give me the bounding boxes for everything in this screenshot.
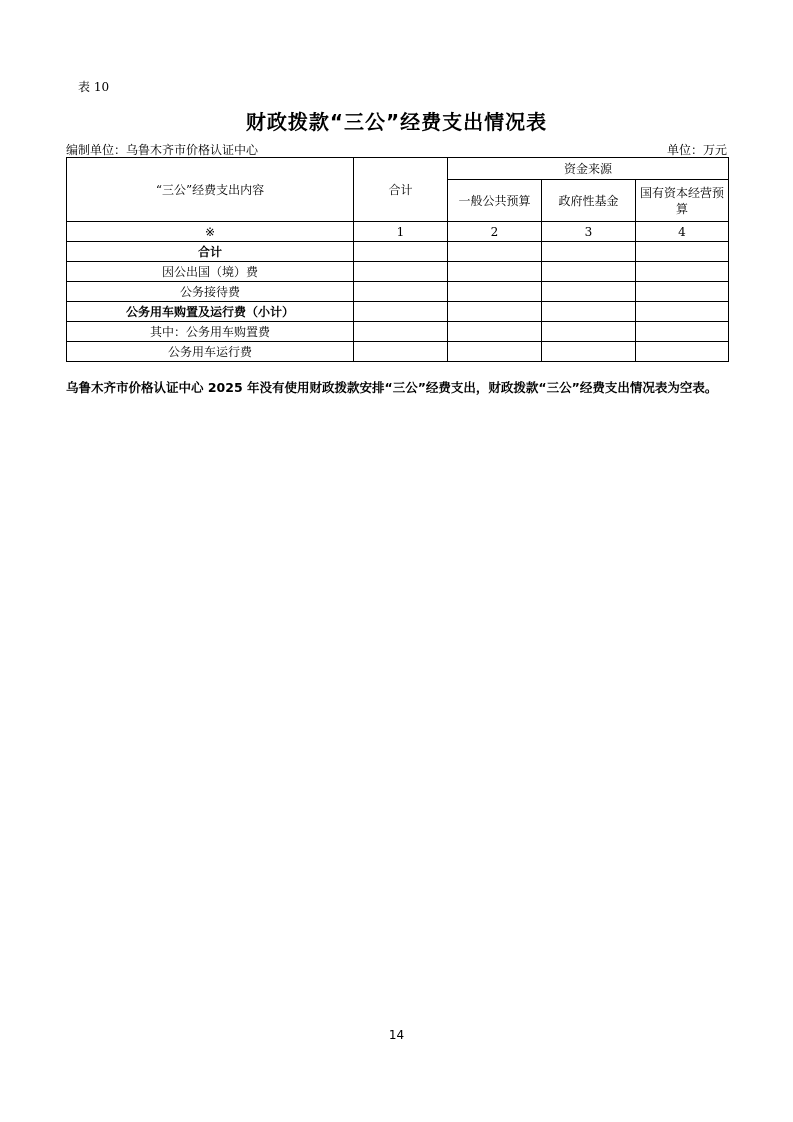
currency-unit: 单位：万元 [666, 143, 727, 157]
table-number-label: 表 10 [78, 80, 110, 94]
header-gov-fund-cell: 政府性基金 [542, 180, 636, 222]
page-title: 财政拨款“三公”经费支出情况表 [245, 110, 548, 134]
empty-cell [448, 342, 542, 362]
empty-cell [354, 322, 448, 342]
empty-cell [542, 322, 636, 342]
row-label: 因公出国（境）费 [67, 262, 354, 282]
table-row [67, 282, 729, 302]
empty-cell [448, 242, 542, 262]
table-row [67, 302, 729, 322]
index-row [67, 222, 729, 242]
empty-cell [448, 322, 542, 342]
empty-cell [636, 262, 729, 282]
empty-cell [448, 262, 542, 282]
empty-cell [636, 302, 729, 322]
row-label: 公务用车运行费 [67, 342, 354, 362]
empty-cell [354, 282, 448, 302]
empty-cell [448, 302, 542, 322]
empty-cell [636, 282, 729, 302]
table-header-row [67, 158, 729, 180]
empty-cell [354, 342, 448, 362]
empty-cell [354, 262, 448, 282]
row-label: 公务接待费 [67, 282, 354, 302]
index-cell: 4 [636, 222, 729, 242]
table-row [67, 322, 729, 342]
index-cell: ※ [67, 222, 354, 242]
page-number: 14 [388, 1028, 405, 1042]
header-general-budget-cell: 一般公共预算 [448, 180, 542, 222]
table-row [67, 262, 729, 282]
compiling-unit: 编制单位：乌鲁木齐市价格认证中心 [66, 143, 259, 157]
table-row [67, 342, 729, 362]
header-total-cell: 合计 [354, 158, 448, 222]
empty-cell [354, 302, 448, 322]
header-fund-source-cell: 资金来源 [448, 158, 729, 180]
index-cell: 3 [542, 222, 636, 242]
empty-cell [542, 282, 636, 302]
empty-cell [542, 242, 636, 262]
empty-cell [542, 262, 636, 282]
explanatory-note: 乌鲁木齐市价格认证中心 2025 年没有使用财政拨款安排“三公”经费支出，财政拨款“三公”经费支出情况表为空表。 [66, 380, 718, 395]
empty-cell [448, 282, 542, 302]
row-label: 合计 [67, 242, 354, 262]
three-public-expense-table [66, 157, 729, 362]
table-row [67, 242, 729, 262]
index-cell: 1 [354, 222, 448, 242]
empty-cell [636, 342, 729, 362]
header-state-capital-cell: 国有资本经营预算 [636, 180, 729, 222]
row-label: 公务用车购置及运行费（小计） [67, 302, 354, 322]
empty-cell [354, 242, 448, 262]
empty-cell [636, 322, 729, 342]
index-cell: 2 [448, 222, 542, 242]
row-label: 其中：公务用车购置费 [67, 322, 354, 342]
empty-cell [542, 302, 636, 322]
header-content-cell: “三公”经费支出内容 [67, 158, 354, 222]
empty-cell [636, 242, 729, 262]
empty-cell [542, 342, 636, 362]
